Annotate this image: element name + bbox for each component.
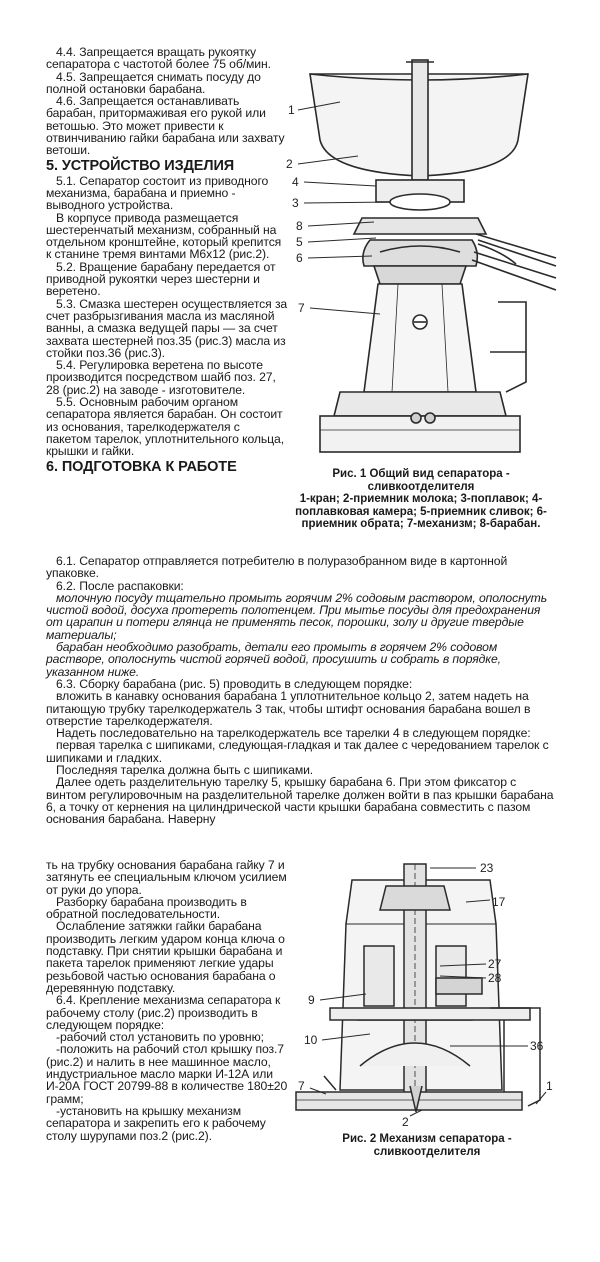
fig2-label-36: 36 [530,1039,544,1053]
paragraph-6-3-last: Последняя тарелка должна быть с шипиками. [56,763,314,778]
fig1-label-7: 7 [298,301,305,315]
paragraph-4-5: 4.5. Запрещается снимать посуду до полной остановки барабана. [46,69,261,96]
paragraph-6-3-cover: Далее одеть разделительную тарелку 5, крышку барабана 6. При этом фиксатор с винтом регулировочным на разделительной тарелке должен войти в паз крышки барабана 6, а точку от кернения на цилиндрической части крышки барабана совместить с пазом основания барабана. Наверну [46,775,554,827]
fig2-label-27: 27 [488,957,502,971]
fig2-label-7: 7 [298,1079,305,1093]
paragraph-4-6: 4.6. Запрещается останавливать барабан, притормаживая его рукой или ветошью. Это может привести к отвинчиванию гайки барабана или захвату ветоши. [46,94,285,158]
paragraph-5-1-b: В корпусе привода размещается шестеренчатый механизм, собранный на отдельном кронштейне, который крепится к станине тремя винтами М6х12 (рис.2). [46,210,282,262]
fig2-label-28: 28 [488,971,502,985]
fig2-label-17: 17 [492,895,506,909]
paragraph-6-2-dishes: молочную посуду тщательно промыть горячим 2% содовым раствором, ополоснуть чистой водой, досуха протереть полотенцем. При мытье посуды для предохранения от царапин и потери глянца не применять песок, порошки, золу и другие твердые материалы; [46,590,548,642]
fig1-label-3: 3 [292,196,299,210]
paragraph-6-3: 6.3. Сборку барабана (рис. 5) проводить в следующем порядке: [56,676,413,691]
fig1-label-8: 8 [296,219,303,233]
fig2-label-10: 10 [304,1033,318,1047]
paragraph-4-4: 4.4. Запрещается вращать рукоятку сепаратора с частотой более 75 об/мин. [46,45,271,72]
figure-1-caption-legend: 1-кран; 2-приемник молока; 3-поплавок; 4-поплавковая камера; 5-приемник сливок; 6-приемник обрата; 7-механизм; 8-барабан. [295,493,547,530]
paragraph-5-1: 5.1. Сепаратор состоит из приводного механизма, барабана и приемно - выводного устройства. [46,173,269,213]
paragraph-nut: ть на трубку основания барабана гайку 7 и затянуть ее специальным ключом усилием от руки до упора. [46,858,287,897]
paragraph-6-3-order: первая тарелка с шипиками, следующая-гладкая и так далее с чередованием тарелок с шипиками и гладких. [46,738,549,765]
paragraph-disassembly: Разборку барабана производить в обратной последовательности. [46,894,247,922]
full-width-text [46,555,554,826]
paragraph-5-2: 5.2. Вращение барабану передается от приводной рукоятки через шестерни и веретено. [46,259,276,299]
paragraph-6-4-mount: -установить на крышку механизм сепаратора и закрепить его к рабочему столу шурупами поз.2 (рис.2). [46,1103,266,1143]
paragraph-6-4-oil: -положить на рабочий стол крышку поз.7 (рис.2) и налить в нее машинное масло, индустриальное масло марки И-12А или И-20А ГОСТ 20799-88 в количестве 180±20 грамм; [46,1042,288,1106]
paragraph-6-1: 6.1. Сепаратор отправляется потребителю в полуразобранном виде в картонной упаковке. [46,554,508,581]
figure-2-caption [292,1133,562,1158]
figure-2-caption-title: Рис. 2 Механизм сепаратора - сливкоотделителя [342,1133,512,1158]
fig2-label-23: 23 [480,861,494,875]
paragraph-6-2-drum: барабан необходимо разобрать, детали его промыть в горячем 2% содовом растворе, ополоснуть чистой горячей водой, просушить и собрать в порядке, указанном ниже. [46,640,501,679]
figure-1-caption [286,468,556,531]
left-column-top [46,46,288,476]
fig1-label-1: 1 [288,103,295,117]
paragraph-5-3: 5.3. Смазка шестерен осуществляется за счет разбрызгивания масла из масляной ванны, а смазка ведущей пары — за счет захвата шестерней поз.35 (рис.3) масла из стойки поз.36 (рис.3). [46,296,288,360]
paragraph-5-4: 5.4. Регулировка веретена по высоте производится посредством шайб поз. 27, 28 (рис.2) на заводе - изготовителе. [46,358,276,397]
fig2-label-1: 1 [546,1079,553,1093]
paragraph-6-4-table: -рабочий стол установить по уровню; [56,1030,264,1045]
section-heading-5: 5. УСТРОЙСТВО ИЗДЕЛИЯ [46,157,235,174]
figure-2-mechanism-drawing [290,860,560,1130]
fig1-label-6: 6 [296,251,303,265]
fig1-label-5: 5 [296,235,303,249]
left-column-bottom [46,859,288,1142]
fig2-label-2: 2 [402,1115,409,1129]
paragraph-6-4: 6.4. Крепление механизма сепаратора к рабочему столу (рис.2) производить в следующем порядке: [46,993,281,1032]
paragraph-6-2: 6.2. После распаковки: [56,578,184,593]
fig1-label-2: 2 [286,157,293,171]
fig2-label-9: 9 [308,993,315,1007]
figure-1-caption-title: Рис. 1 Общий вид сепаратора - сливкоотделителя [332,468,510,493]
paragraph-6-3-plates: Надеть последовательно на тарелкодержатель все тарелки 4 в следующем порядке: [56,726,531,741]
figure-1-separator-drawing [280,52,560,462]
fig1-label-4: 4 [292,175,299,189]
paragraph-6-3-ring: вложить в канавку основания барабана 1 уплотнительное кольцо 2, затем надеть на питающую трубку тарелкодержатель 3 так, чтобы штифт основания барабана вошел в отверстие тарелкодержателя. [46,689,531,728]
paragraph-5-5: 5.5. Основным рабочим органом сепаратора является барабан. Он состоит из основания, тарелкодержателя с пакетом тарелок, уплотнительного кольца, крышки и гайки. [46,395,284,459]
section-heading-6: 6. ПОДГОТОВКА К РАБОТЕ [46,458,237,475]
paragraph-loosening: Ослабление затяжки гайки барабана производить легким ударом конца ключа о подставку. При снятии крышки барабана и пакета тарелок применяют легкие удары резьбовой частью основания барабана о деревянную подставку. [46,919,285,995]
